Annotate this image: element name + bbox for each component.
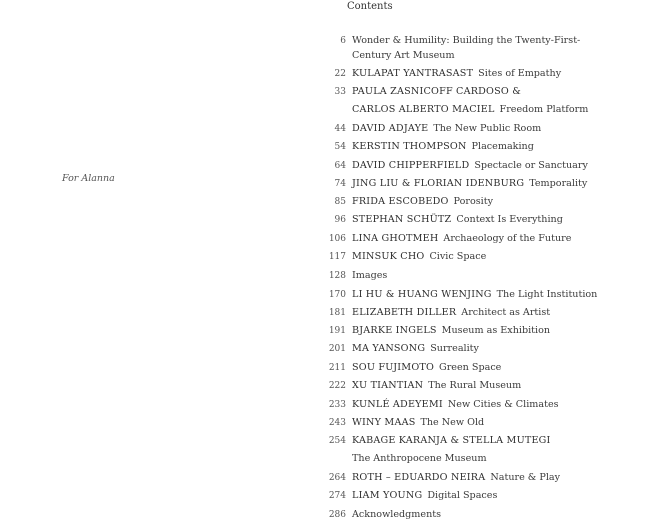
toc-chapter-title: New Cities & Climates — [447, 399, 559, 410]
toc-page-number: 6 — [340, 36, 346, 46]
toc-author-name: DAVID CHIPPERFIELD — [352, 160, 470, 171]
toc-chapter-title: Century Art Museum — [352, 50, 455, 61]
toc-page-number: 233 — [328, 400, 346, 410]
toc-page-number: 286 — [328, 510, 346, 520]
toc-chapter-title: Freedom Platform — [499, 104, 589, 115]
toc-title — [352, 324, 550, 338]
toc-title — [352, 122, 541, 136]
toc-chapter-title: The Light Institution — [496, 289, 598, 300]
toc-author-name: DAVID ADJAYE — [352, 123, 429, 134]
toc-page-number: 44 — [334, 124, 346, 134]
toc-author-name: ROTH – EDUARDO NEIRA — [352, 472, 486, 483]
toc-title — [352, 103, 588, 117]
toc-chapter-title: The New Old — [420, 417, 485, 428]
toc-title — [352, 306, 550, 320]
toc-author-name: KULAPAT YANTRASAST — [352, 68, 474, 79]
toc-title — [352, 288, 597, 302]
toc-chapter-title: Temporality — [529, 178, 588, 189]
toc-author-name: JING LIU & FLORIAN IDENBURG — [352, 178, 525, 189]
toc-title — [352, 416, 484, 430]
toc-title — [352, 177, 587, 191]
toc-title — [352, 489, 497, 503]
toc-chapter-title: Archaeology of the Future — [443, 233, 572, 244]
toc-author-name: KABAGE KARANJA & STELLA MUTEGI — [352, 435, 551, 446]
toc-title — [352, 434, 551, 448]
toc-page-number: 33 — [334, 87, 346, 97]
toc-chapter-title: Sites of Empathy — [478, 68, 562, 79]
toc-chapter-title: Images — [352, 270, 388, 281]
toc-chapter-title: The Rural Museum — [428, 380, 522, 391]
toc-chapter-title: Porosity — [453, 196, 494, 207]
toc-title — [352, 140, 534, 154]
toc-page-number: 54 — [334, 142, 346, 152]
toc-page-number: 64 — [334, 161, 346, 171]
toc-page-number: 128 — [328, 271, 346, 281]
toc-title — [352, 232, 571, 246]
toc-chapter-title: Civic Space — [429, 251, 487, 262]
toc-chapter-title: Acknowledgments — [352, 509, 442, 520]
toc-title — [352, 471, 560, 485]
toc-chapter-title: Green Space — [439, 362, 502, 373]
toc-title — [352, 379, 521, 393]
toc-title — [352, 34, 580, 48]
toc-chapter-title: The Anthropocene Museum — [352, 453, 487, 464]
toc-title — [352, 452, 487, 466]
toc-chapter-title: Placemaking — [471, 141, 534, 152]
toc-chapter-title: Surreality — [430, 343, 479, 354]
toc-title — [352, 85, 521, 99]
toc-title — [352, 398, 559, 412]
toc-page-number: 22 — [334, 69, 346, 79]
toc-author-name: CARLOS ALBERTO MACIEL — [352, 104, 495, 115]
toc-chapter-title: Wonder & Humility: Building the Twenty-First- — [352, 35, 581, 46]
toc-chapter-title: Digital Spaces — [427, 490, 498, 501]
toc-chapter-title: Museum as Exhibition — [441, 325, 551, 336]
toc-title — [352, 213, 563, 227]
toc-chapter-title: The New Public Room — [433, 123, 542, 134]
toc-author-name: FRIDA ESCOBEDO — [352, 196, 449, 207]
toc-title — [352, 195, 493, 209]
toc-page-number: 211 — [328, 363, 346, 373]
toc-page-number: 243 — [328, 418, 346, 428]
toc-author-name: LINA GHOTMEH — [352, 233, 439, 244]
toc-author-name: KERSTIN THOMPSON — [352, 141, 467, 152]
toc-chapter-title: Context Is Everything — [456, 214, 563, 225]
toc-title — [352, 159, 588, 173]
toc-page-number: 191 — [328, 326, 346, 336]
toc-author-name: STEPHAN SCHÜTZ — [352, 214, 452, 225]
toc-author-name: LIAM YOUNG — [352, 490, 423, 501]
toc-author-name: KUNLÉ ADEYEMI — [352, 399, 443, 410]
toc-title — [352, 508, 441, 522]
toc-title — [352, 67, 561, 81]
toc-author-name: BJARKE INGELS — [352, 325, 437, 336]
toc-page-number: 96 — [334, 215, 346, 225]
toc-page-number: 85 — [334, 197, 346, 207]
toc-chapter-title: Nature & Play — [490, 472, 561, 483]
toc-chapter-title: Architect as Artist — [461, 307, 551, 318]
toc-page-number: 181 — [328, 308, 346, 318]
toc-author-name: ELIZABETH DILLER — [352, 307, 457, 318]
toc-page-number: 201 — [328, 344, 346, 354]
toc-page-number: 264 — [328, 473, 346, 483]
toc-author-name: MA YANSONG — [352, 343, 426, 354]
dedication: For Alanna — [62, 173, 115, 184]
toc-chapter-title: Spectacle or Sanctuary — [474, 160, 588, 171]
toc-page-number: 170 — [328, 290, 346, 300]
toc-page-number: 74 — [334, 179, 346, 189]
toc-author-name: MINSUK CHO — [352, 251, 425, 262]
toc-title — [352, 342, 479, 356]
toc-page-number: 106 — [328, 234, 346, 244]
toc-title — [352, 250, 486, 264]
toc-author-name: LI HU & HUANG WENJING — [352, 289, 492, 300]
toc-title — [352, 361, 501, 375]
toc-title — [352, 269, 387, 283]
toc-author-name: XU TIANTIAN — [352, 380, 424, 391]
toc-author-name: WINY MAAS — [352, 417, 416, 428]
toc-author-name: PAULA ZASNICOFF CARDOSO & — [352, 86, 521, 97]
toc-title — [352, 49, 455, 63]
toc-page-number: 222 — [328, 381, 346, 391]
toc-author-name: SOU FUJIMOTO — [352, 362, 435, 373]
toc-page-number: 274 — [328, 491, 346, 501]
toc-page-number: 117 — [328, 252, 346, 262]
contents-heading: Contents — [347, 1, 393, 12]
toc-page-number: 254 — [328, 436, 346, 446]
